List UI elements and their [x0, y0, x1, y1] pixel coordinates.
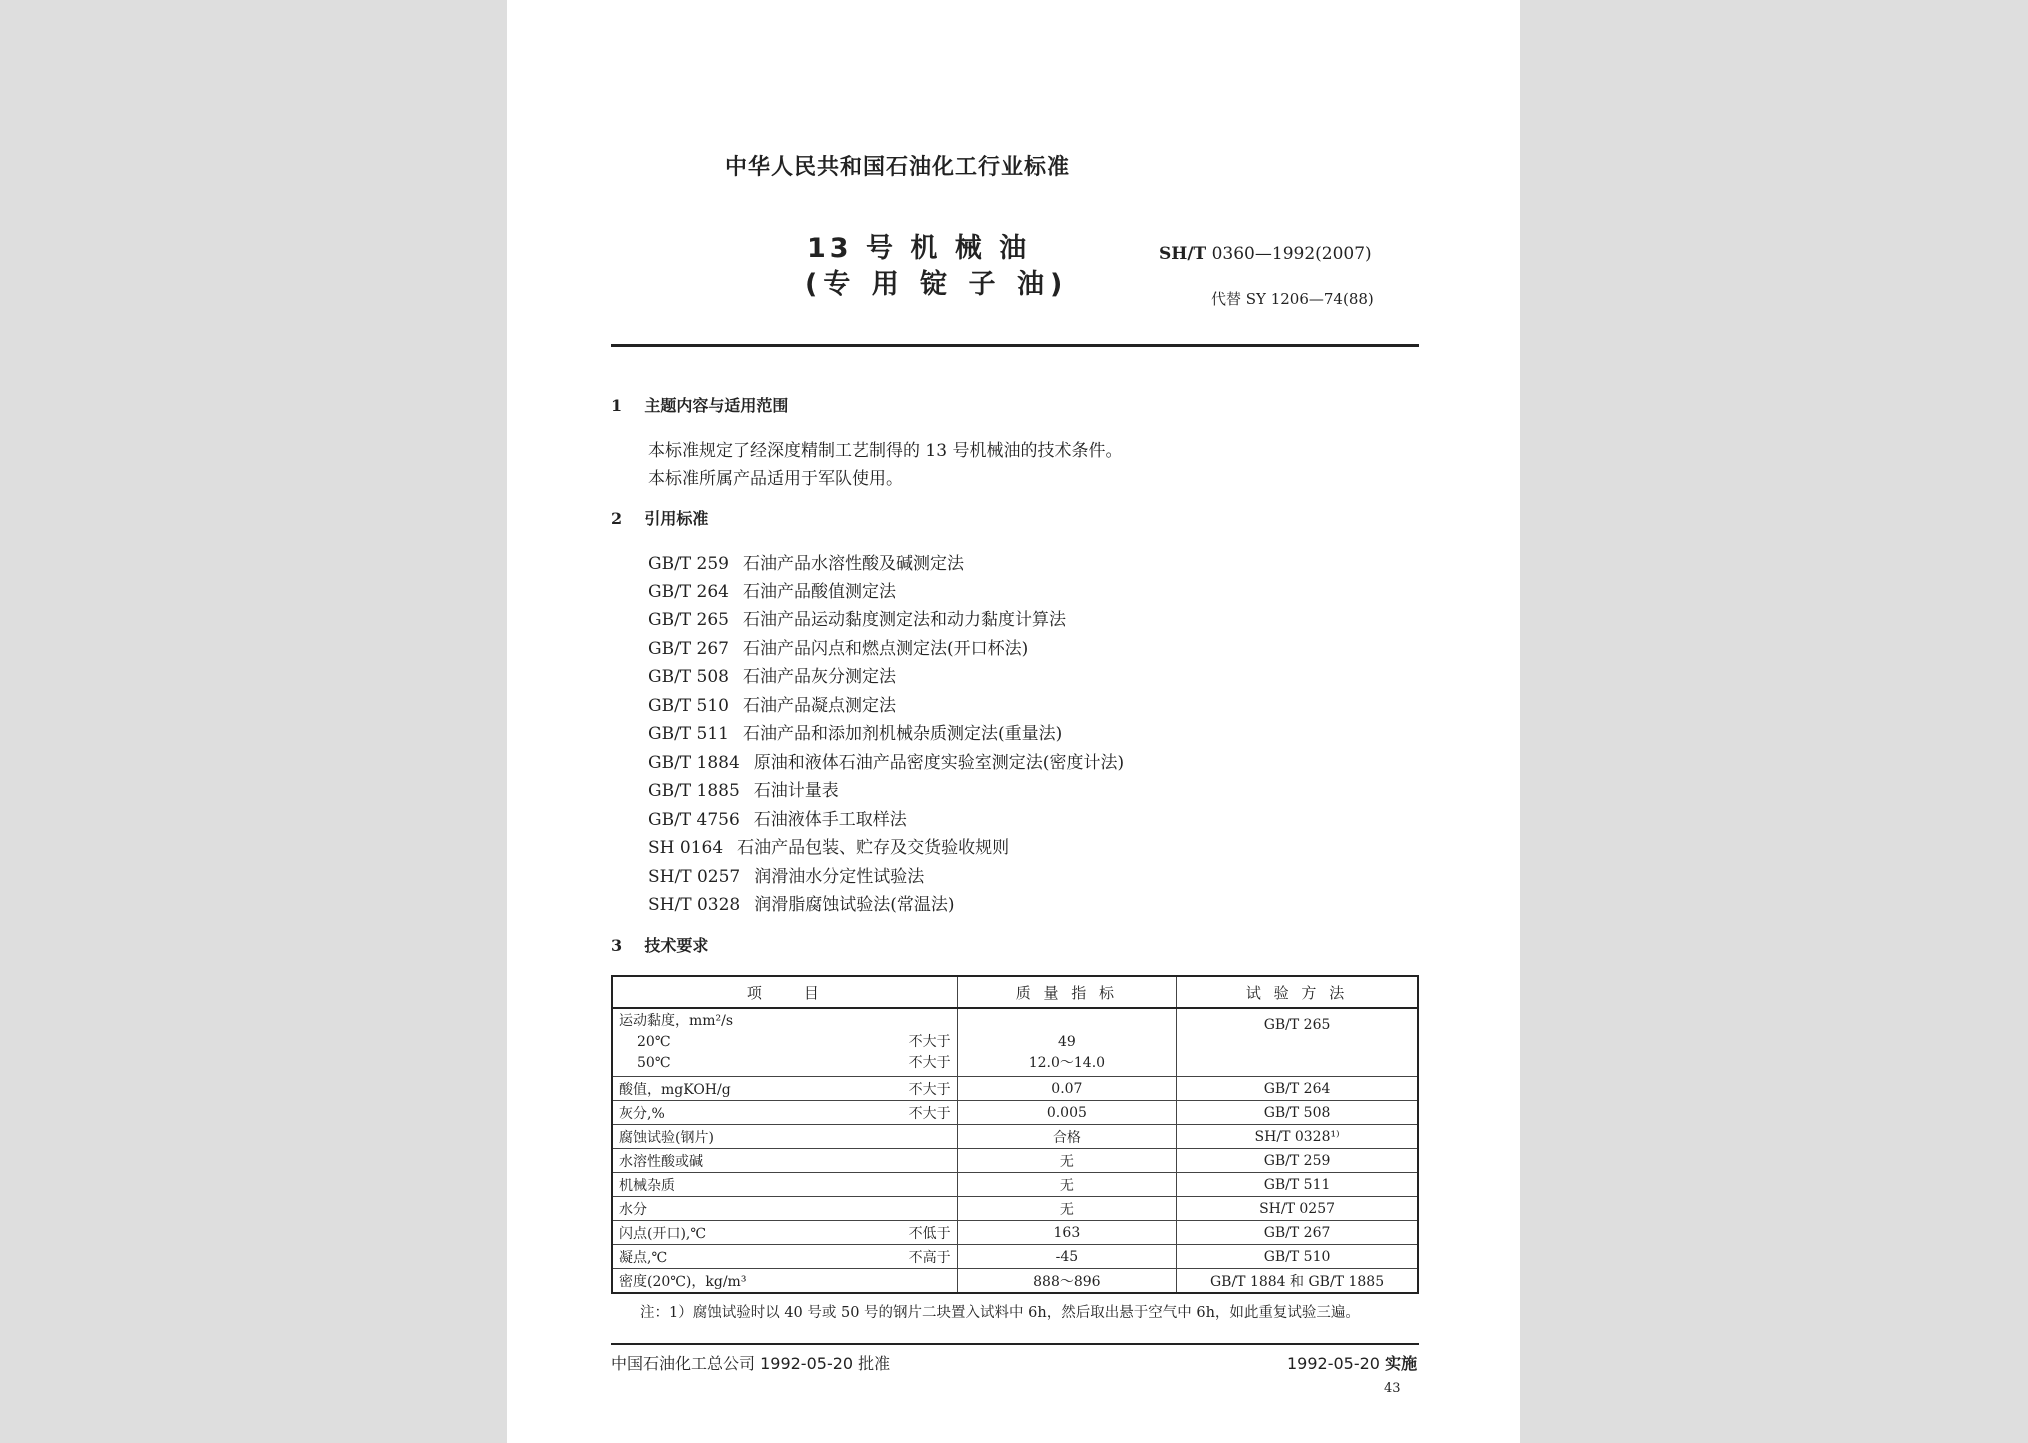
reference-code: GB/T 511 [648, 724, 729, 744]
standard-prefix: SH/T [1159, 244, 1207, 264]
standard-code: 0360—1992(2007) [1211, 244, 1372, 264]
section-number: 3 [611, 936, 623, 955]
reference-title: 润滑油水分定性试验法 [754, 867, 925, 887]
reference-title: 石油液体手工取样法 [753, 810, 907, 830]
viscosity-value: 49 [1057, 1034, 1076, 1050]
value-cell: -45 [957, 1245, 1176, 1269]
item-label: 闪点(开口),℃ [619, 1225, 707, 1242]
reference-item [648, 662, 896, 687]
approval-statement: 中国石油化工总公司 1992-05-20 批准 [611, 1354, 891, 1373]
section-1-paragraph: 本标准规定了经深度精制工艺制得的 13 号机械油的技术条件。 [648, 441, 1123, 461]
item-label: 酸值，mgKOH/g [619, 1081, 731, 1098]
limit-label: 不大于 [908, 1081, 951, 1098]
replaces-standard: 代替 SY 1206—74(88) [1211, 290, 1374, 308]
limit-label: 不大于 [908, 1034, 951, 1050]
section-1-heading [611, 393, 788, 416]
item-cell [612, 1173, 957, 1197]
reference-title: 石油产品凝点测定法 [743, 696, 896, 716]
section-title: 引用标准 [644, 509, 709, 528]
value-cell: 0.07 [957, 1077, 1176, 1101]
reference-item [648, 577, 896, 602]
reference-item [648, 805, 907, 830]
reference-code: SH/T 0328 [648, 895, 741, 915]
table-row [612, 1197, 1418, 1221]
table-row [612, 1221, 1418, 1245]
viscosity-value: 12.0～14.0 [1028, 1055, 1106, 1071]
viscosity-value-cell [957, 1008, 1176, 1077]
item-cell [612, 1269, 957, 1294]
reference-code: GB/T 1885 [648, 781, 740, 801]
header-method: 试 验 方 法 [1177, 976, 1418, 1008]
table-header-row [612, 976, 1418, 1008]
method-cell: SH/T 0328¹⁾ [1177, 1125, 1418, 1149]
reference-item [648, 833, 1009, 858]
method-cell: GB/T 265 [1177, 1008, 1418, 1077]
reference-title: 石油产品和添加剂机械杂质测定法(重量法) [743, 724, 1063, 744]
reference-item [648, 634, 1028, 659]
implementation-date: 1992-05-20 [1287, 1354, 1380, 1373]
method-cell: GB/T 511 [1177, 1173, 1418, 1197]
item-label: 腐蚀试验(钢片) [619, 1129, 714, 1146]
subitem-label: 20℃ [637, 1034, 671, 1050]
item-label: 机械杂质 [619, 1177, 675, 1194]
method-cell: GB/T 1884 和 GB/T 1885 [1177, 1269, 1418, 1294]
reference-code: SH/T 0257 [648, 867, 741, 887]
value-cell: 合格 [957, 1125, 1176, 1149]
section-title: 主题内容与适用范围 [644, 396, 789, 415]
table-row [612, 1269, 1418, 1294]
viscosity-label: 运动黏度，mm²/s [619, 1013, 734, 1029]
reference-code: SH 0164 [648, 838, 724, 858]
table-row [612, 1149, 1418, 1173]
reference-item [648, 719, 1062, 744]
viscosity-subitem [619, 1053, 951, 1074]
method-cell: GB/T 267 [1177, 1221, 1418, 1245]
value-cell: 无 [957, 1197, 1176, 1221]
reference-code: GB/T 4756 [648, 810, 740, 830]
value-cell: 0.005 [957, 1101, 1176, 1125]
implementation-label: 实施 [1385, 1354, 1418, 1373]
reference-title: 原油和液体石油产品密度实验室测定法(密度计法) [753, 753, 1125, 773]
table-row [612, 1173, 1418, 1197]
reference-title: 石油计量表 [753, 781, 839, 801]
reference-title: 石油产品灰分测定法 [743, 667, 896, 687]
document-page [507, 0, 1520, 1443]
item-cell [612, 1149, 957, 1173]
reference-code: GB/T 265 [648, 610, 729, 630]
implementation-statement [1287, 1351, 1417, 1374]
section-number: 1 [611, 396, 623, 415]
reference-item [648, 605, 1066, 630]
section-1-paragraph: 本标准所属产品适用于军队使用。 [648, 469, 903, 489]
reference-item [648, 691, 896, 716]
header-item: 项 目 [612, 976, 957, 1008]
reference-item [648, 890, 954, 915]
method-cell: GB/T 508 [1177, 1101, 1418, 1125]
value-cell: 无 [957, 1173, 1176, 1197]
value-cell: 163 [957, 1221, 1176, 1245]
item-cell [612, 1125, 957, 1149]
value-cell: 888～896 [957, 1269, 1176, 1294]
item-cell [612, 1101, 957, 1125]
limit-label: 不大于 [908, 1055, 951, 1071]
reference-item [648, 862, 924, 887]
technical-requirements-table [611, 975, 1419, 1294]
table-row [612, 1077, 1418, 1101]
header-spec: 质 量 指 标 [957, 976, 1176, 1008]
method-cell: GB/T 510 [1177, 1245, 1418, 1269]
reference-title: 润滑脂腐蚀试验法(常温法) [754, 895, 955, 915]
reference-code: GB/T 264 [648, 582, 729, 602]
reference-title: 石油产品闪点和燃点测定法(开口杯法) [743, 639, 1029, 659]
standard-number [1159, 244, 1372, 264]
reference-title: 石油产品酸值测定法 [743, 582, 896, 602]
viscosity-item-cell [612, 1008, 957, 1077]
reference-code: GB/T 267 [648, 639, 729, 659]
item-label: 凝点,℃ [619, 1249, 668, 1266]
value-cell: 无 [957, 1149, 1176, 1173]
reference-item [648, 748, 1124, 773]
method-cell: SH/T 0257 [1177, 1197, 1418, 1221]
section-number: 2 [611, 509, 623, 528]
method-cell: GB/T 259 [1177, 1149, 1418, 1173]
table-row [612, 1245, 1418, 1269]
reference-item [648, 776, 839, 801]
table-row [612, 1101, 1418, 1125]
item-label: 密度(20℃)，kg/m³ [619, 1273, 747, 1290]
subitem-label: 50℃ [637, 1055, 671, 1071]
footer-divider [611, 1343, 1419, 1345]
table-row [612, 1008, 1418, 1077]
section-3-heading [611, 933, 708, 956]
limit-label: 不低于 [908, 1225, 951, 1242]
item-label: 灰分,% [619, 1105, 665, 1122]
reference-title: 石油产品包装、贮存及交货验收规则 [737, 838, 1010, 858]
section-title: 技术要求 [644, 936, 709, 955]
item-cell [612, 1221, 957, 1245]
item-cell [612, 1077, 957, 1101]
item-label: 水溶性酸或碱 [619, 1153, 703, 1170]
reference-code: GB/T 510 [648, 696, 729, 716]
reference-title: 石油产品运动黏度测定法和动力黏度计算法 [743, 610, 1066, 630]
reference-item [648, 549, 964, 574]
header-divider [611, 344, 1419, 347]
table-row [612, 1125, 1418, 1149]
document-subtitle: (专 用 锭 子 油) [805, 269, 1069, 300]
item-cell [612, 1245, 957, 1269]
table-footnote: 注：1）腐蚀试验时以 40 号或 50 号的钢片二块置入试料中 6h，然后取出悬于空气中 6h，如此重复试验三遍。 [640, 1305, 1360, 1321]
page-number: 43 [1384, 1381, 1401, 1396]
reference-code: GB/T 508 [648, 667, 729, 687]
reference-title: 石油产品水溶性酸及碱测定法 [743, 554, 964, 574]
limit-label: 不大于 [908, 1105, 951, 1122]
reference-code: GB/T 1884 [648, 753, 740, 773]
issuing-organization: 中华人民共和国石油化工行业标准 [725, 155, 1071, 180]
viscosity-subitem [619, 1032, 951, 1053]
document-title: 13 号 机 械 油 [807, 233, 1031, 264]
reference-code: GB/T 259 [648, 554, 729, 574]
section-2-heading [611, 506, 708, 529]
item-cell [612, 1197, 957, 1221]
item-label: 水分 [619, 1201, 647, 1218]
method-cell: GB/T 264 [1177, 1077, 1418, 1101]
limit-label: 不高于 [908, 1249, 951, 1266]
